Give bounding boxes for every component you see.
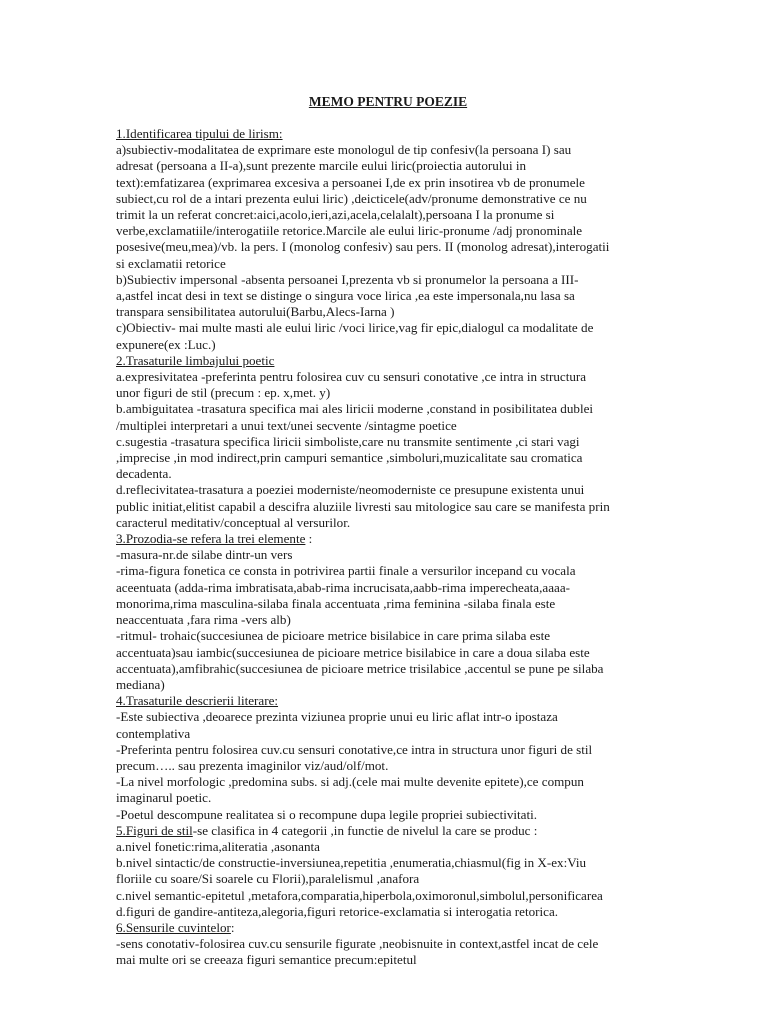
text-line — [116, 337, 658, 353]
text-line — [116, 401, 658, 417]
line-text: -se clasifica in 4 categorii ,in functie de nivelul la care se produc : — [192, 822, 538, 838]
line-text: d.figuri de gandire-antiteza,alegoria,figuri retorice-exclamatia si interogatia retorica. — [116, 903, 559, 919]
text-line — [116, 936, 658, 952]
line-text: -Poetul descompune realitatea si o recompune dupa legile propriei subiectivitati. — [116, 806, 538, 822]
text-line — [116, 645, 658, 661]
text-line — [116, 288, 658, 304]
text-line — [116, 499, 658, 515]
line-text: c)Obiectiv- mai multe masti ale eului liric /voci lirice,vag fir epic,dialogul ca modalitate de — [116, 320, 594, 336]
line-text: /multiplei interpretari a unui text/unei secvente /sintagme poetice — [116, 417, 457, 433]
text-line — [116, 596, 658, 612]
line-text: neaccentuata ,fara rima -vers alb) — [116, 612, 291, 628]
line-text: a.expresivitatea -preferinta pentru folosirea cuv cu sensuri conotative ,ce intra in structura — [116, 369, 587, 385]
line-text: posesive(meu,mea)/vb. la pers. I (monolog confesiv) sau pers. II (monolog adresat),interogatii — [116, 239, 610, 255]
text-line — [116, 466, 658, 482]
line-text: a)subiectiv-modalitatea de exprimare este monologul de tip confesiv(la persoana I) sau — [116, 142, 572, 158]
section-heading: 6.Sensurile cuvintelor — [116, 919, 231, 935]
text-line — [116, 871, 658, 887]
line-text: floriile cu soare/Si soarele cu Florii),paralelismul ,anafora — [116, 871, 420, 887]
line-text: monorima,rima masculina-silaba finala accentuata ,rima feminina -silaba finala este — [116, 595, 556, 611]
section-heading: 1.Identificarea tipului de lirism: — [116, 126, 283, 141]
text-line — [116, 628, 658, 644]
text-line — [116, 952, 658, 968]
text-line — [116, 547, 658, 563]
line-text: c.sugestia -trasatura specifica liricii simboliste,care nu transmite sentimente ,ci stari vagi — [116, 433, 580, 449]
text-line — [116, 482, 658, 498]
line-text: ,imprecise ,in mod indirect,prin campuri semantice ,simboluri,muzicalitate sau cromatica — [116, 450, 583, 466]
section-heading-line — [116, 920, 658, 936]
line-text: b)Subiectiv impersonal -absenta persoanei I,prezenta vb si pronumelor la persoana a III- — [116, 271, 579, 287]
text-line — [116, 418, 658, 434]
text-line — [116, 304, 658, 320]
text-line — [116, 774, 658, 790]
text-line — [116, 612, 658, 628]
line-text: text):emfatizarea (exprimarea excesiva a persoanei I,de ex prin insotirea vb de pronumele — [116, 174, 585, 190]
line-text: public initiat,elitist capabil a descifra aluziile livresti sau mitologice sau care se manifesta prin — [116, 498, 610, 514]
line-text: subiect,cu rol de a intari prezenta eului liric) ,deicticele(adv/pronume demonstrative ce nu — [116, 190, 587, 206]
line-text: decadenta. — [116, 466, 172, 482]
text-line — [116, 207, 658, 223]
text-line — [116, 272, 658, 288]
text-line — [116, 661, 658, 677]
line-text: expunere(ex :Luc.) — [116, 336, 216, 352]
line-text: unor figuri de stil (precum : ep. x,met. y) — [116, 385, 331, 401]
text-line — [116, 191, 658, 207]
line-text: contemplativa — [116, 725, 191, 741]
text-line — [116, 563, 658, 579]
text-line — [116, 239, 658, 255]
line-text: -ritmul- trohaic(succesiunea de picioare metrice bisilabice in care prima silaba este — [116, 628, 551, 644]
text-line — [116, 807, 658, 823]
text-line — [116, 742, 658, 758]
line-text: trimit la un referat concret:aici,acolo,ieri,azi,acela,celalalt),persoana I la pronume si — [116, 207, 555, 223]
line-text: b.nivel sintactic/de constructie-inversiunea,repetitia ,enumeratia,chiasmul(fig in X-ex:Viu — [116, 855, 587, 871]
text-line — [116, 158, 658, 174]
text-line — [116, 256, 658, 272]
section-heading-line — [116, 823, 658, 839]
line-text: verbe,exclamatiile/interogatiile retorice.Marcile ale eului liric-pronume /adj pronominale — [116, 223, 583, 239]
line-text: a,astfel incat desi in text se distinge o singura voce lirica ,ea este impersonala,nu lasa sa — [116, 288, 575, 304]
section-heading-line — [116, 693, 658, 709]
line-text: -sens conotativ-folosirea cuv.cu sensurile figurate ,neobisnuite in context,astfel incat de cele — [116, 936, 599, 952]
line-text: -Preferinta pentru folosirea cuv.cu sensuri conotative,ce intra in structura unor figuri de stil — [116, 741, 593, 757]
line-text: aceentuata (adda-rima imbratisata,abab-rima incrucisata,aabb-rima imperecheata,aaaa- — [116, 579, 571, 595]
line-text: precum….. sau prezenta imaginilor viz/aud/olf/mot. — [116, 757, 389, 773]
line-text: -rima-figura fonetica ce consta in potrivirea partii finale a versurilor incepand cu vocala — [116, 563, 576, 579]
text-line — [116, 904, 658, 920]
line-text: accentuata)sau iambic(succesiunea de picioare metrice bisilabice in care a doua silaba este — [116, 644, 590, 660]
text-line — [116, 709, 658, 725]
section-heading-line — [116, 126, 658, 142]
line-text: -La nivel morfologic ,predomina subs. si adj.(cele mai multe devenite epitete),ce compun — [116, 774, 584, 790]
text-line — [116, 580, 658, 596]
text-line — [116, 385, 658, 401]
line-text: d.reflecivitatea-trasatura a poeziei moderniste/neomoderniste ce presupune existenta unui — [116, 482, 585, 498]
line-text: -masura-nr.de silabe dintr-un vers — [116, 547, 293, 563]
section-heading: 4.Trasaturile descrierii literare: — [116, 693, 279, 709]
line-text: : — [305, 531, 313, 547]
line-text: adresat (persoana a II-a),sunt prezente marcile eului liric(proiectia autorului in — [116, 158, 527, 174]
text-line — [116, 223, 658, 239]
section-heading: 5.Figuri de stil — [116, 822, 193, 838]
line-text: caracterul meditativ/conceptual al versurilor. — [116, 514, 351, 530]
text-line — [116, 369, 658, 385]
line-text: b.ambiguitatea -trasatura specifica mai ales liricii moderne ,constand in posibilitatea dublei — [116, 401, 594, 417]
text-line — [116, 320, 658, 336]
line-text: -Este subiectiva ,deoarece prezinta viziunea proprie unui eu liric aflat intr-o ipostaza — [116, 709, 558, 725]
text-line — [116, 142, 658, 158]
text-line — [116, 726, 658, 742]
section-heading-line — [116, 531, 658, 547]
text-line — [116, 175, 658, 191]
line-text: a.nivel fonetic:rima,aliteratia ,asonanta — [116, 838, 320, 854]
text-line — [116, 758, 658, 774]
document-body — [116, 126, 658, 969]
line-text: mediana) — [116, 676, 165, 692]
line-text: : — [230, 919, 235, 935]
line-text: accentuata),amfibrahic(succesiunea de picioare metrice trisilabice ,accentul se pune pe silaba — [116, 660, 604, 676]
section-heading-line — [116, 353, 658, 369]
text-line — [116, 434, 658, 450]
line-text: si exclamatii retorice — [116, 255, 226, 271]
section-heading: 3.Prozodia-se refera la trei elemente — [116, 531, 306, 547]
line-text: transpara sensibilitatea autorului(Barbu,Alecs-Iarna ) — [116, 304, 395, 320]
text-line — [116, 450, 658, 466]
text-line — [116, 888, 658, 904]
text-line — [116, 855, 658, 871]
line-text: mai multe ori se creeaza figuri semantice precum:epitetul — [116, 952, 417, 968]
document-title: MEMO PENTRU POEZIE — [308, 94, 468, 109]
text-line — [116, 677, 658, 693]
text-line — [116, 790, 658, 806]
text-line — [116, 839, 658, 855]
text-line — [116, 515, 658, 531]
line-text: c.nivel semantic-epitetul ,metafora,comparatia,hiperbola,oximoronul,simbolul,personificarea — [116, 887, 603, 903]
section-heading: 2.Trasaturile limbajului poetic — [116, 352, 275, 368]
line-text: imaginarul poetic. — [116, 790, 212, 806]
